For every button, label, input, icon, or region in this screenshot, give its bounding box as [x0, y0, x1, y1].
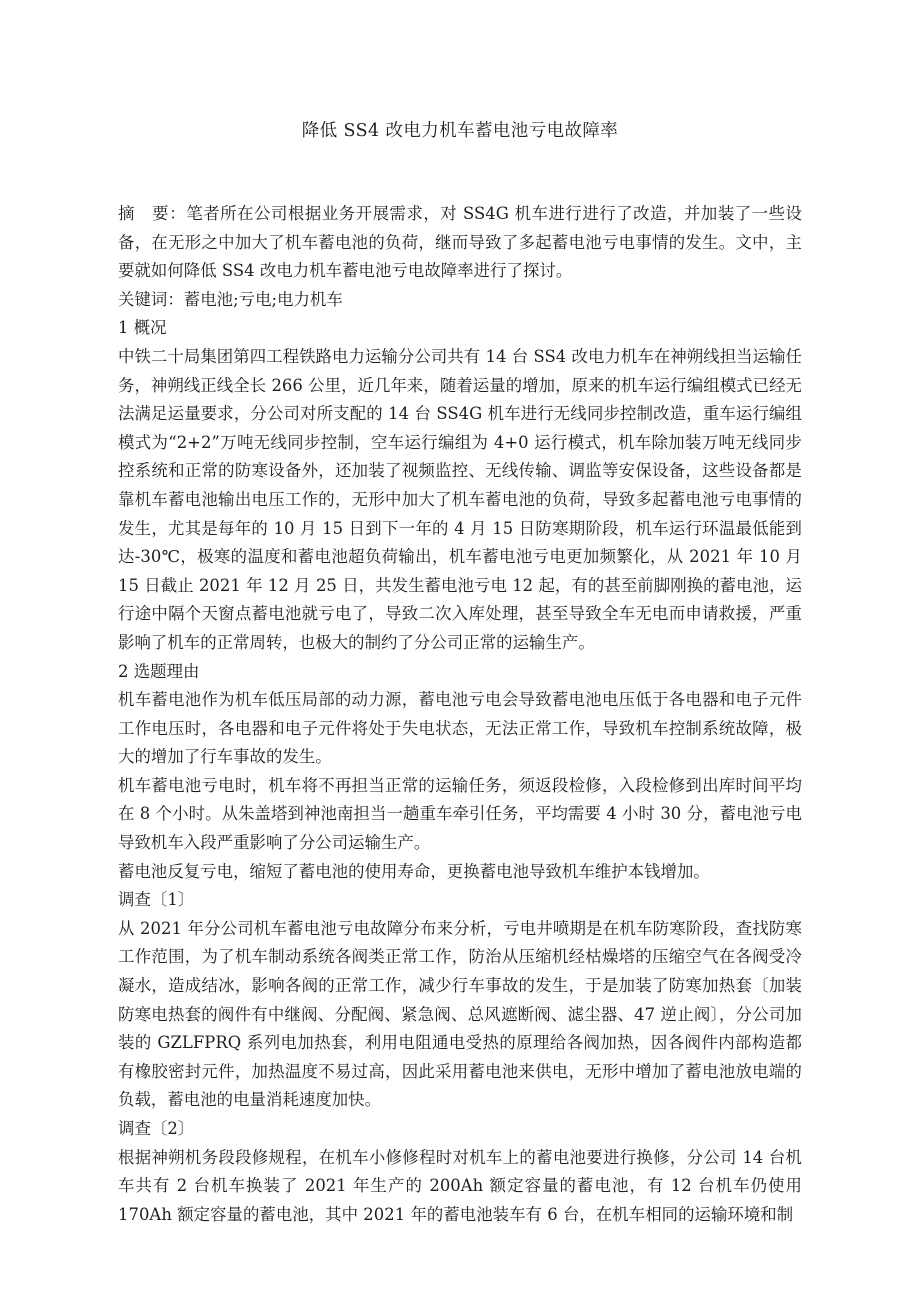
section-1-paragraph-1: 中铁二十局集团第四工程铁路电力运输分公司共有 14 台 SS4 改电力机车在神朔线担当运输任务，神朔线正线全长 266 公里，近几年来，随着运量的增加，原来的机车运行编组模式已经无法满足运量要求，分公司对所支配的 14 台 SS4G 机车进行无线同步控制改造，重车运行编组模式为“2+2”万吨无线同步控制，空车运行编组为 4+0 运行模式，机车除加装万吨无线同步控系统和正常的防寒设备外，还加装了视频监控、无线传输、调监等安保设备，这些设备都是靠机车蓄电池输出电压工作的，无形中加大了机车蓄电池的负荷，导致多起蓄电池亏电事情的发生，尤其是每年的 10 月 15 日到下一年的 4 月 15 日防寒期阶段，机车运行环温最低能到达-30℃，极寒的温度和蓄电池超负荷输出，机车蓄电池亏电更加频繁化，从 2021 年 10 月 15 日截止 2021 年 12 月 25 日，共发生蓄电池亏电 12 起，有的甚至前脚刚换的蓄电池，运行途中隔个天窗点蓄电池就亏电了，导致二次入库处理，甚至导致全车无电而申请救援，严重影响了机车的正常周转，也极大的制约了分公司正常的运输生产。	[118, 346, 802, 652]
abstract-text: 笔者所在公司根据业务开展需求，对 SS4G 机车进行进行了改造，并加装了一些设备，在无形之中加大了机车蓄电池的负荷，继而导致了多起蓄电池亏电事情的发生。文中，主要就如何降低 SS4 改电力机车蓄电池亏电故障率进行了探讨。	[118, 204, 802, 281]
abstract-label: 摘 要：	[118, 204, 187, 223]
abstract-paragraph	[118, 200, 802, 286]
page-title: 降低 SS4 改电力机车蓄电池亏电故障率	[301, 121, 619, 141]
title-spacer	[118, 145, 802, 200]
keywords-label: 关键词：	[118, 289, 184, 309]
survey-2-paragraph-1: 根据神朔机务段段修规程，在机车小修修程时对机车上的蓄电池要进行换修，分公司 14 台机车共有 2 台机车换装了 2021 年生产的 200Ah 额定容量的蓄电池，有 12 台机车仍使用 170Ah 额定容量的蓄电池，其中 2021 年的蓄电池装车有 6 台，在机车相同的运输环境和制	[118, 1147, 802, 1224]
section-2-paragraph-1: 机车蓄电池作为机车低压局部的动力源，蓄电池亏电会导致蓄电池电压低于各电器和电子元件工作电压时，各电器和电子元件将处于失电状态，无法正常工作，导致机车控制系统故障，极大的增加了行车事故的发生。	[118, 690, 802, 767]
survey-heading-2: 调查〔2〕	[118, 1119, 195, 1138]
section-2-paragraph-3: 蓄电池反复亏电，缩短了蓄电池的使用寿命，更换蓄电池导致机车维护本钱增加。	[118, 861, 710, 881]
section-2-paragraph-2: 机车蓄电池亏电时，机车将不再担当正常的运输任务，须返段检修，入段检修到出库时间平均在 8 个小时。从朱盖塔到神池南担当一趟重车牵引任务，平均需要 4 小时 30 分，蓄电池亏电导致机车入段严重影响了分公司运输生产。	[118, 775, 802, 853]
keywords-text: 蓄电池;亏电;电力机车	[183, 289, 343, 309]
section-heading-2: 2 选题理由	[118, 661, 200, 681]
section-heading-1: 1 概况	[118, 318, 167, 338]
survey-1-paragraph-1: 从 2021 年分公司机车蓄电池亏电故障分布来分析，亏电井喷期是在机车防寒阶段，查找防寒工作范围，为了机车制动系统各阀类正常工作，防治从压缩机经枯燥塔的压缩空气在各阀受冷凝水，造成结冰，影响各阀的正常工作，减少行车事故的发生，于是加装了防寒加热套〔加装防寒电热套的阀件有中继阀、分配阀、紧急阀、总风遮断阀、滤尘器、47 逆止阀〕，分公司加装的 GZLFPRQ 系列电加热套，利用电阻通电受热的原理给各阀加热，因各阀件内部构造都有橡胶密封元件，加热温度不易过高，因此采用蓄电池来供电，无形中增加了蓄电池放电端的负载，蓄电池的电量消耗速度加快。	[118, 918, 802, 1110]
survey-heading-1: 调查〔1〕	[118, 890, 195, 910]
keywords-paragraph	[118, 286, 802, 315]
document-content	[118, 0, 802, 1229]
